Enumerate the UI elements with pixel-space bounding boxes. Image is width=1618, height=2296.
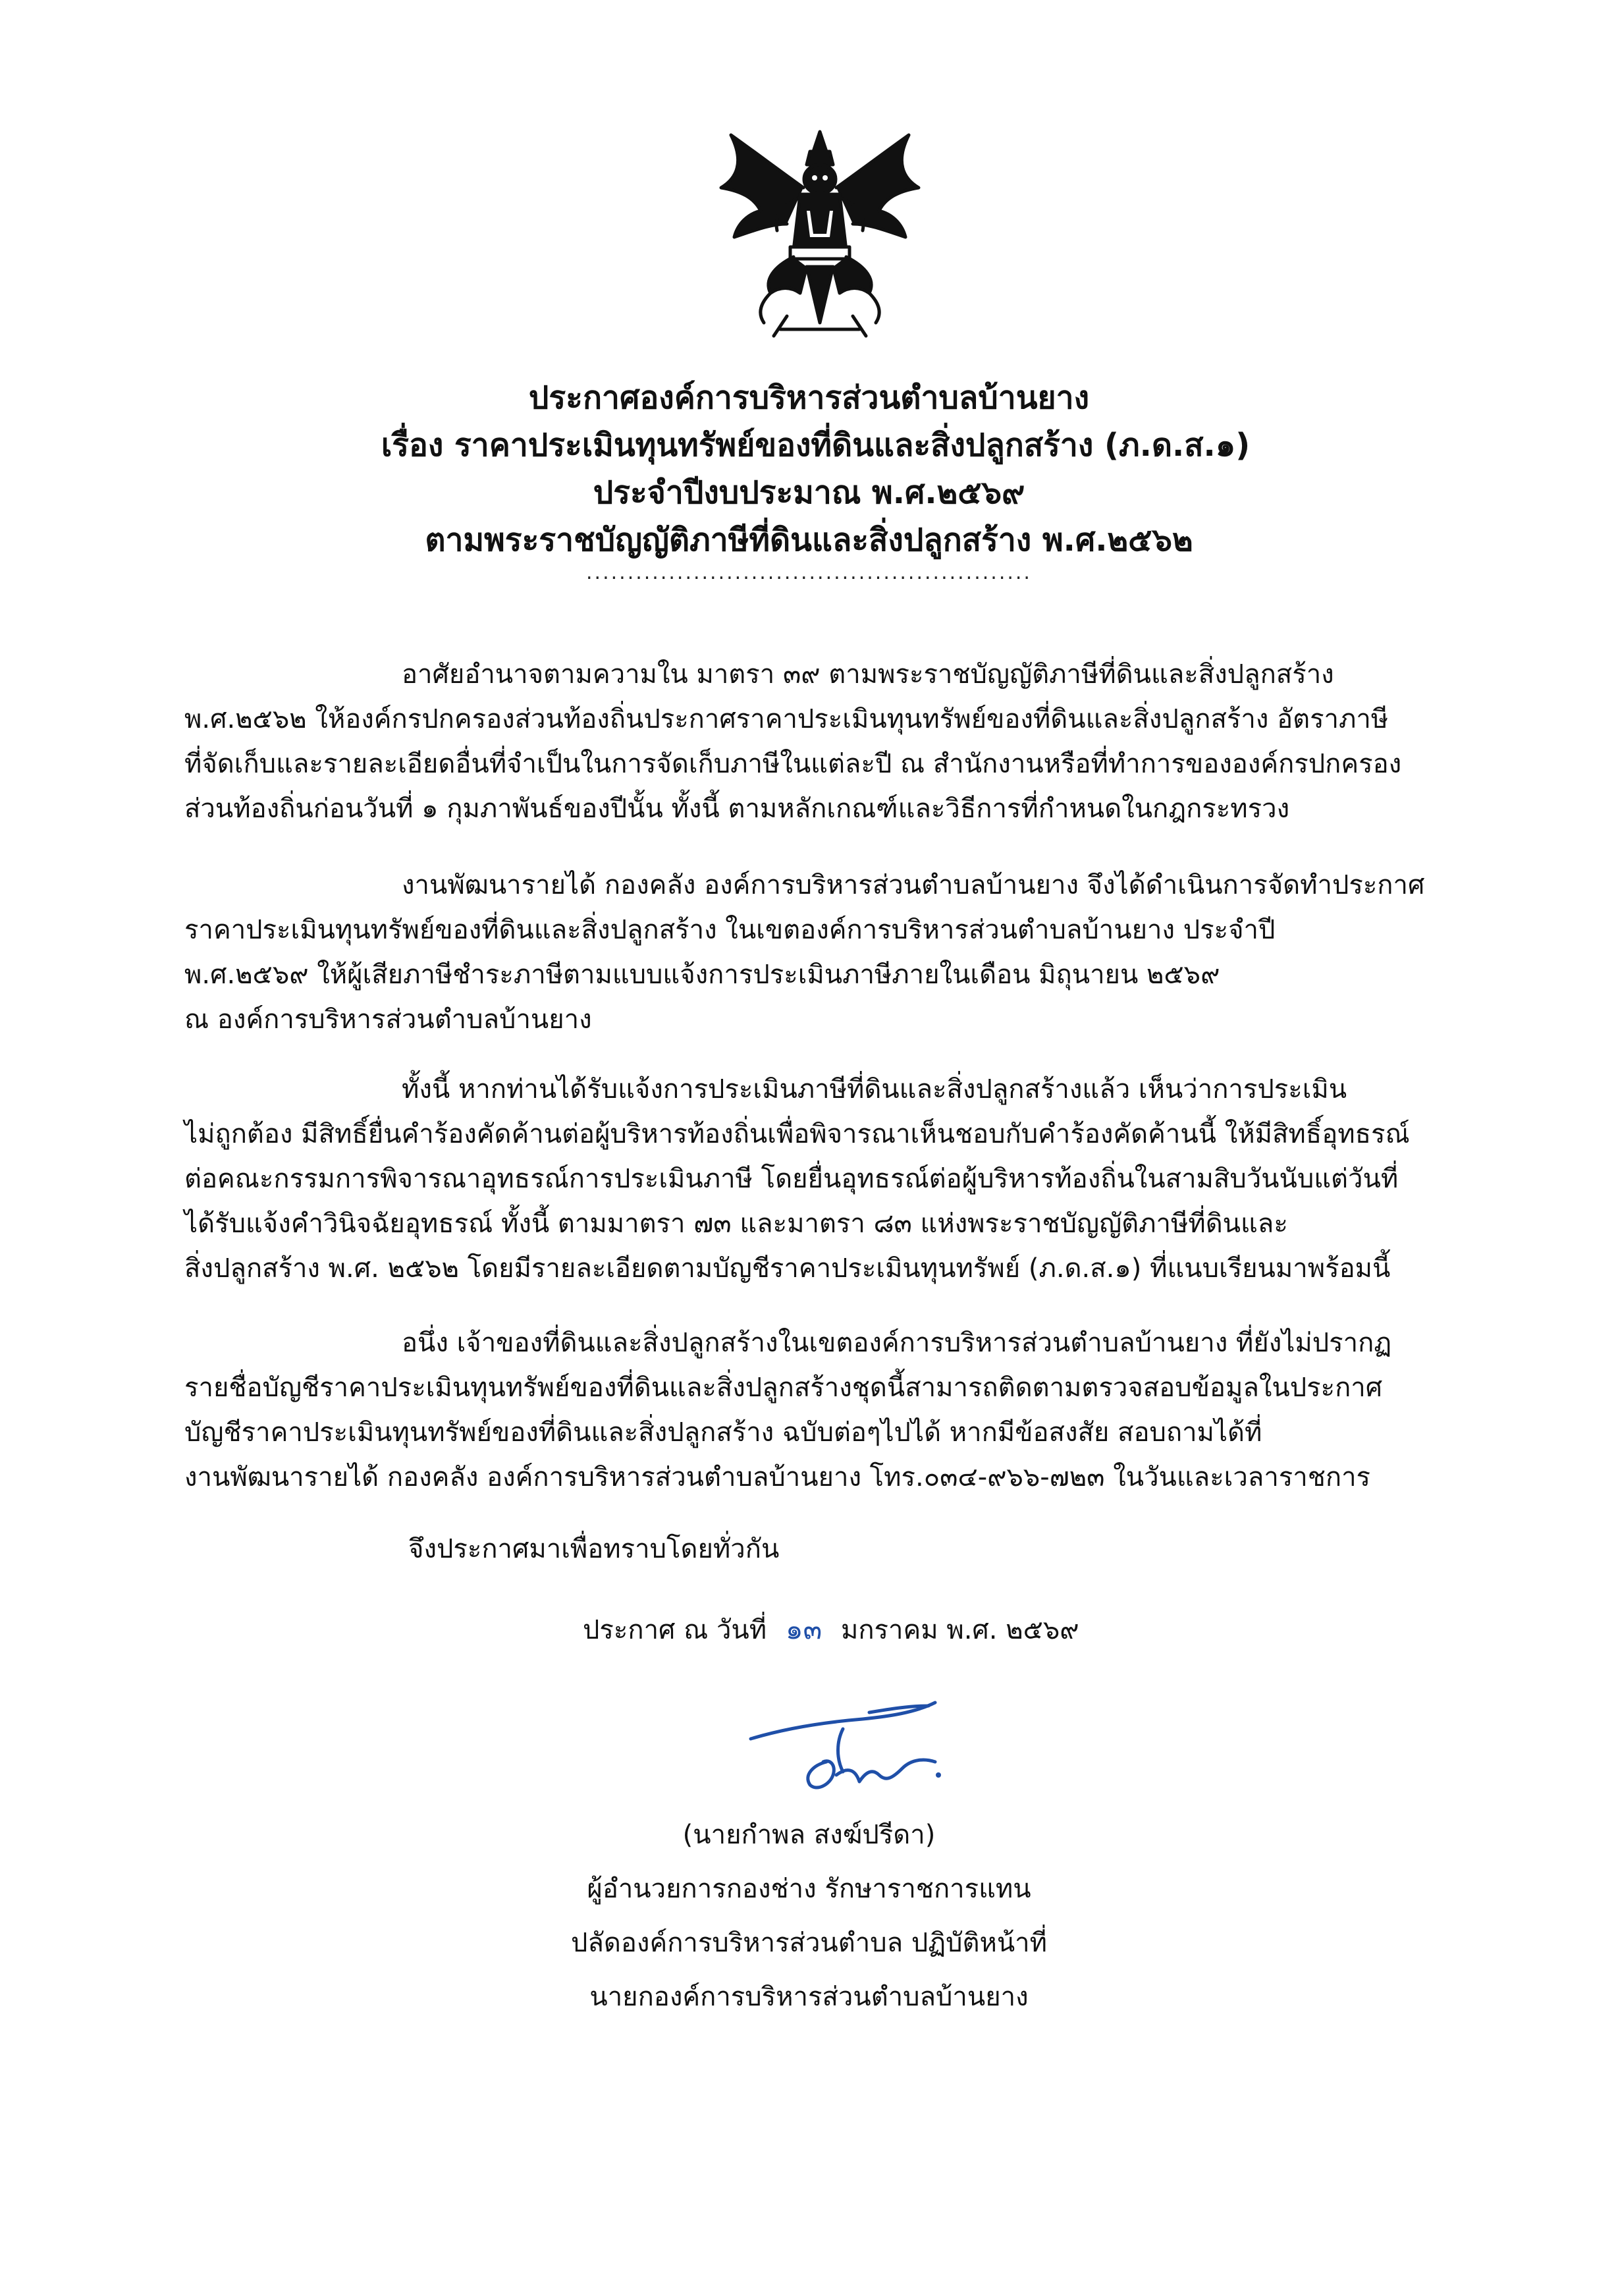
- text-line: ที่จัดเก็บและรายละเอียดอื่นที่จำเป็นในการจัดเก็บภาษีในแต่ละปี ณ สำนักงานหรือที่ทำการขององค์กรปกครอง: [184, 749, 1402, 779]
- date-month-year: มกราคม พ.ศ. ๒๕๖๙: [840, 1615, 1079, 1645]
- signer-block: [0, 1808, 1618, 2024]
- signer-position-2: ปลัดองค์การบริหารส่วนตำบล ปฏิบัติหน้าที่: [571, 1928, 1047, 1958]
- paragraph-legal-authority: [184, 652, 1409, 831]
- garuda-emblem-icon: [708, 125, 932, 342]
- title-divider: ......................................................: [586, 561, 1032, 584]
- paragraph-appeal-rights: [184, 1067, 1409, 1291]
- text-line: พ.ศ.๒๕๖๒ ให้องค์กรปกครองส่วนท้องถิ่นประกาศราคาประเมินทุนทรัพย์ของที่ดินและสิ่งปลูกสร้าง อัตราภาษี: [184, 704, 1389, 734]
- date-day: ๑๓: [785, 1613, 822, 1645]
- text-line: รายชื่อบัญชีราคาประเมินทุนทรัพย์ของที่ดินและสิ่งปลูกสร้างชุดนี้สามารถติดตามตรวจสอบข้อมูลในประกาศ: [184, 1373, 1383, 1403]
- text-line: ราคาประเมินทุนทรัพย์ของที่ดินและสิ่งปลูกสร้าง ในเขตองค์การบริหารส่วนตำบลบ้านยาง ประจำปี: [184, 915, 1276, 945]
- announcement-title: ประกาศองค์การบริหารส่วนตำบลบ้านยาง: [528, 379, 1090, 416]
- paragraph-contact-info: [184, 1321, 1409, 1500]
- text-line: ส่วนท้องถิ่นก่อนวันที่ ๑ กุมภาพันธ์ของปีนั้น ทั้งนี้ ตามหลักเกณฑ์และวิธีการที่กำหนดในกฎกระทรวง: [184, 794, 1290, 824]
- text-line: ได้รับแจ้งคำวินิจฉัยอุทธรณ์ ทั้งนี้ ตามมาตรา ๗๓ และมาตรา ๘๓ แห่งพระราชบัญญัติภาษีที่ดินและ: [184, 1209, 1288, 1239]
- text-line: อนึ่ง เจ้าของที่ดินและสิ่งปลูกสร้างในเขตองค์การบริหารส่วนตำบลบ้านยาง ที่ยังไม่ปรากฏ: [402, 1328, 1392, 1358]
- announcement-subject: เรื่อง ราคาประเมินทุนทรัพย์ของที่ดินและสิ่งปลูกสร้าง (ภ.ด.ส.๑): [381, 427, 1251, 464]
- signer-position-1: ผู้อำนวยการกองช่าง รักษาราชการแทน: [587, 1874, 1031, 1904]
- announcement-title-block: [0, 374, 1618, 586]
- paragraph-tax-payment: [184, 863, 1425, 1042]
- announcement-date: [583, 1607, 1079, 1653]
- signer-position-3: นายกองค์การบริหารส่วนตำบลบ้านยาง: [589, 1982, 1029, 2012]
- text-line: สิ่งปลูกสร้าง พ.ศ. ๒๕๖๒ โดยมีรายละเอียดตามบัญชีราคาประเมินทุนทรัพย์ (ภ.ด.ส.๑) ที่แนบเรียนมาพร้อมนี้: [184, 1253, 1391, 1284]
- closing-statement: จึงประกาศมาเพื่อทราบโดยทั่วกัน: [408, 1534, 780, 1564]
- text-line: พ.ศ.๒๕๖๙ ให้ผู้เสียภาษีชำระภาษีตามแบบแจ้งการประเมินภาษีภายในเดือน มิถุนายน ๒๕๖๙: [184, 960, 1220, 990]
- text-line: ทั้งนี้ หากท่านได้รับแจ้งการประเมินภาษีที่ดินและสิ่งปลูกสร้างแล้ว เห็นว่าการประเมิน: [402, 1074, 1347, 1105]
- text-line: งานพัฒนารายได้ กองคลัง องค์การบริหารส่วนตำบลบ้านยาง จึงได้ดำเนินการจัดทำประกาศ: [402, 870, 1425, 900]
- text-line: ไม่ถูกต้อง มีสิทธิ์ยื่นคำร้องคัดค้านต่อผู้บริหารท้องถิ่นเพื่อพิจารณาเห็นชอบกับคำร้องคัดค้านนี้ ให้มีสิทธิ์อุทธรณ์: [184, 1119, 1410, 1149]
- text-line: งานพัฒนารายได้ กองคลัง องค์การบริหารส่วนตำบลบ้านยาง โทร.๐๓๔-๙๖๖-๗๒๓ ในวันและเวลาราชการ: [184, 1462, 1371, 1492]
- signer-name: (นายกำพล สงฆ์ปรีดา): [682, 1820, 936, 1850]
- text-line: อาศัยอำนาจตามความใน มาตรา ๓๙ ตามพระราชบัญญัติภาษีที่ดินและสิ่งปลูกสร้าง: [402, 659, 1334, 690]
- text-line: ต่อคณะกรรมการพิจารณาอุทธรณ์การประเมินภาษี โดยยื่นอุทธรณ์ต่อผู้บริหารท้องถิ่นในสามสิบวันนับแต่วันที่: [184, 1164, 1399, 1194]
- fiscal-year-line: ประจำปีงบประมาณ พ.ศ.๒๕๖๙: [593, 474, 1025, 511]
- text-line: บัญชีราคาประเมินทุนทรัพย์ของที่ดินและสิ่งปลูกสร้าง ฉบับต่อๆไปได้ หากมีข้อสงสัย สอบถามได้ที่: [184, 1417, 1262, 1448]
- handwritten-signature-icon: [738, 1693, 948, 1805]
- date-prefix: ประกาศ ณ วันที่: [583, 1615, 767, 1645]
- legal-basis-line: ตามพระราชบัญญัติภาษีที่ดินและสิ่งปลูกสร้าง พ.ศ.๒๕๖๒: [425, 522, 1193, 559]
- text-line: ณ องค์การบริหารส่วนตำบลบ้านยาง: [184, 1004, 592, 1035]
